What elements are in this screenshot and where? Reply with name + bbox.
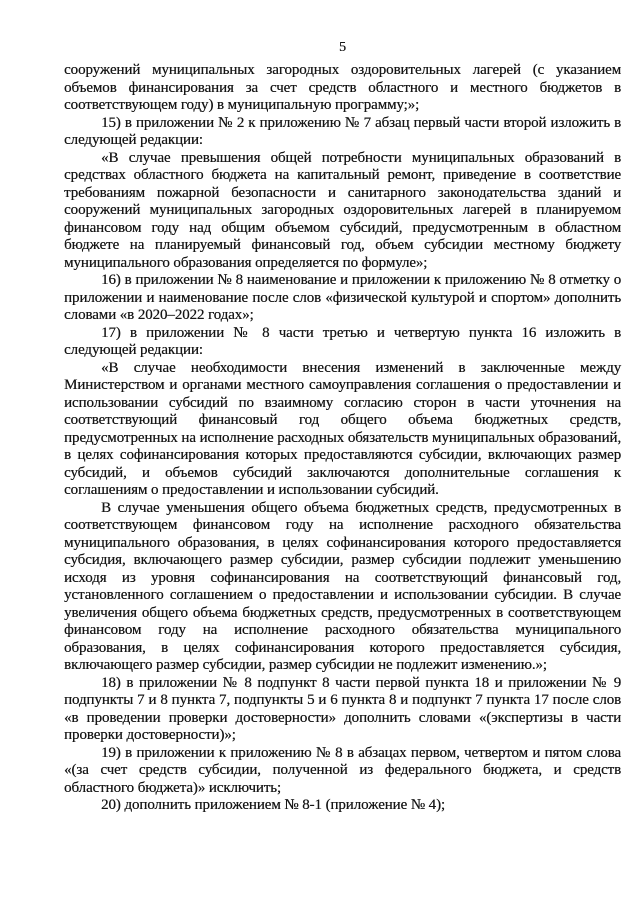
paragraph: 20) дополнить приложением № 8-1 (приложение № 4);: [101, 797, 445, 813]
paragraph: «В случае превышения общей потребности муниципальных образований в средствах областного бюджета на капитальный ремонт, приведение в соответствие требованиям пожарной безопасности и санитарного законодательства зданий и сооружений муниципальных загородных оздоровительных лагерей в планируемом финансовом году над общим объемом субсидий, предусмотренным в областном бюджете на планируемый финансовый год, объем субсидии местному бюджету муниципального образования определяется по формуле»;: [64, 149, 621, 271]
paragraph: 18) в приложении № 8 подпункт 8 части первой пункта 18 и приложении № 9 подпункты 7 и 8 пункта 7, подпункты 5 и 6 пункта 8 и подпункт 7 пункта 17 после слов «в проведении проверки достоверности» дополнить словами «(экспертизы в части проверки достоверности)»;: [64, 674, 621, 743]
paragraph: 15) в приложении № 2 к приложению № 7 абзац первый части второй изложить в следующей редакции:: [64, 114, 621, 148]
paragraph: 17) в приложении № 8 части третью и четвертую пункта 16 изложить в следующей редакции:: [64, 324, 621, 358]
paragraph: 16) в приложении № 8 наименование и приложении к приложению № 8 отметку о приложении и наименование после слов «физической культурой и спортом» дополнить словами «в 2020–2022 годах»;: [64, 272, 621, 323]
document-body: [64, 62, 621, 815]
paragraph: 19) в приложении к приложению № 8 в абзацах первом, четвертом и пятом слова «(за счет средств субсидии, полученной из федерального бюджета, и средств областного бюджета)» исключить;: [64, 744, 621, 796]
paragraph: сооружений муниципальных загородных оздоровительных лагерей (с указанием объемов финансирования за счет средств областного и местного бюджетов в соответствующем году) в муниципальную программу;»;: [64, 62, 621, 113]
paragraph: В случае уменьшения общего объема бюджетных средств, предусмотренных в соответствующем финансовом году на исполнение расходного обязательства муниципального образования, в целях софинансирования которого предоставляется субсидия, включающего размер субсидии, размер субсидии подлежит уменьшению исходя из уровня софинансирования на соответствующий финансовый год, установленного соглашением о предоставлении и использовании субсидии. В случае увеличения общего объема бюджетных средств, предусмотренных в соответствующем финансовом году на исполнение расходного обязательства муниципального образования, в целях софинансирования которого предоставляется субсидия, включающего размер субсидии, размер субсидии не подлежит изменению.»;: [64, 499, 621, 673]
paragraph: «В случае необходимости внесения изменений в заключенные между Министерством и органами местного самоуправления соглашения о предоставлении и использовании субсидий по взаимному согласию сторон в части уточнения на соответствующий финансовый год общего объема бюджетных средств, предусмотренных на исполнение расходных обязательств муниципальных образований, в целях софинансирования которых предоставляются субсидии, включающих размер субсидий, и объемов субсидий заключаются дополнительные соглашения к соглашениям о предоставлении и использовании субсидий.: [64, 359, 621, 498]
page-number: 5: [339, 40, 346, 55]
